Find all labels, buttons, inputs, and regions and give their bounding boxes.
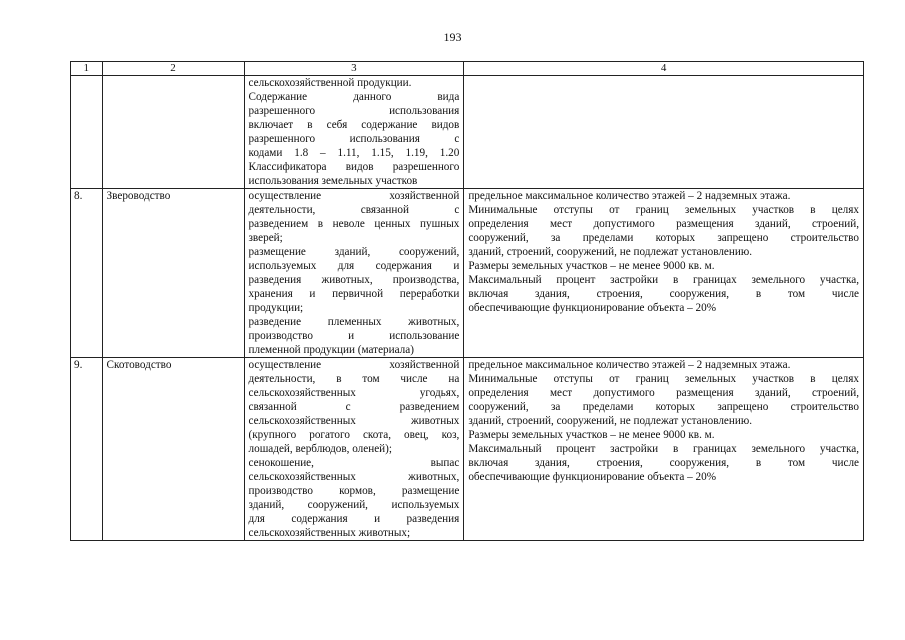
- land-use-name: [102, 76, 244, 189]
- building-parameters: [464, 189, 864, 358]
- description-line: размещение зданий, сооружений,: [248, 246, 460, 258]
- land-use-name: Скотоводство: [102, 358, 244, 541]
- parameters-line: сооружений, за пределами которых запрещено строительство: [468, 401, 859, 413]
- description-line: использования земельных участков: [248, 175, 418, 187]
- description-line: разведением в неволе ценных пушных: [248, 218, 460, 230]
- parameters-line: Максимальный процент застройки в границах земельного участка,: [468, 274, 859, 286]
- table-row: [71, 76, 864, 189]
- building-parameters: [464, 76, 864, 189]
- description-line: сельскохозяйственных угодьях,: [248, 387, 460, 399]
- page-number: 193: [443, 30, 462, 44]
- description-line: сельскохозяйственных животных: [248, 415, 460, 427]
- parameters-line: Размеры земельных участков – не менее 9000 кв. м.: [468, 260, 715, 272]
- parameters-line: обеспечивающие функционирование объекта – 20%: [468, 471, 717, 483]
- use-description: [244, 76, 464, 189]
- description-line: используемых для содержания и: [248, 260, 460, 272]
- row-number: 9.: [71, 358, 103, 541]
- description-line: зданий, сооружений, используемых: [248, 499, 460, 511]
- table-row: [71, 189, 864, 358]
- description-line: сенокошение, выпас: [248, 457, 460, 469]
- parameters-line: определения мест допустимого размещения зданий, строений,: [468, 218, 859, 230]
- header-cell-4: 4: [464, 62, 864, 76]
- table-body: [71, 76, 864, 541]
- description-line: (крупного рогатого скота, овец, коз,: [248, 429, 460, 441]
- header-cell-3: 3: [244, 62, 464, 76]
- row-number: 8.: [71, 189, 103, 358]
- description-line: разрешенного использования: [248, 105, 460, 117]
- table-row: [71, 358, 864, 541]
- description-line: сельскохозяйственных животных;: [248, 527, 411, 539]
- description-line: для содержания и разведения: [248, 513, 460, 525]
- description-line: разведения животных, производства,: [248, 274, 460, 286]
- description-line: деятельности, связанной с: [248, 204, 460, 216]
- land-use-table: [70, 61, 864, 541]
- description-line: продукции;: [248, 302, 304, 314]
- row-number: [71, 76, 103, 189]
- header-cell-1: 1: [71, 62, 103, 76]
- parameters-line: определения мест допустимого размещения зданий, строений,: [468, 387, 859, 399]
- building-parameters: [464, 358, 864, 541]
- land-use-name: Звероводство: [102, 189, 244, 358]
- use-description: [244, 358, 464, 541]
- description-line: разведение племенных животных,: [248, 316, 460, 328]
- description-line: производство и использование: [248, 330, 460, 342]
- parameters-line: обеспечивающие функционирование объекта – 20%: [468, 302, 717, 314]
- description-line: кодами 1.8 – 1.11, 1.15, 1.19, 1.20: [248, 147, 460, 159]
- description-line: сельскохозяйственной продукции.: [248, 77, 412, 89]
- header-cell-2: 2: [102, 62, 244, 76]
- description-line: связанной с разведением: [248, 401, 460, 413]
- parameters-line: сооружений, за пределами которых запрещено строительство: [468, 232, 859, 244]
- parameters-line: включая здания, строения, сооружения, в том числе: [468, 288, 859, 300]
- parameters-line: Размеры земельных участков – не менее 9000 кв. м.: [468, 429, 715, 441]
- parameters-line: зданий, строений, сооружений, не подлежат установлению.: [468, 246, 753, 258]
- header-row: [71, 62, 864, 76]
- description-line: осуществление хозяйственной: [248, 190, 460, 202]
- parameters-line: включая здания, строения, сооружения, в том числе: [468, 457, 859, 469]
- parameters-line: предельное максимальное количество этажей – 2 надземных этажа.: [468, 359, 791, 371]
- use-description: [244, 189, 464, 358]
- description-line: сельскохозяйственных животных,: [248, 471, 460, 483]
- description-line: разрешенного использования с: [248, 133, 460, 145]
- parameters-line: предельное максимальное количество этажей – 2 надземных этажа.: [468, 190, 791, 202]
- description-line: лошадей, верблюдов, оленей);: [248, 443, 393, 455]
- description-line: зверей;: [248, 232, 283, 244]
- description-line: производство кормов, размещение: [248, 485, 460, 497]
- description-line: Содержание данного вида: [248, 91, 460, 103]
- description-line: племенной продукции (материала): [248, 344, 414, 356]
- description-line: хранения и первичной переработки: [248, 288, 460, 300]
- description-line: осуществление хозяйственной: [248, 359, 460, 371]
- parameters-line: зданий, строений, сооружений, не подлежат установлению.: [468, 415, 753, 427]
- parameters-line: Минимальные отступы от границ земельных участков в целях: [468, 373, 859, 385]
- description-line: деятельности, в том числе на: [248, 373, 460, 385]
- description-line: включает в себя содержание видов: [248, 119, 460, 131]
- description-line: Классификатора видов разрешенного: [248, 161, 460, 173]
- parameters-line: Максимальный процент застройки в границах земельного участка,: [468, 443, 859, 455]
- parameters-line: Минимальные отступы от границ земельных участков в целях: [468, 204, 859, 216]
